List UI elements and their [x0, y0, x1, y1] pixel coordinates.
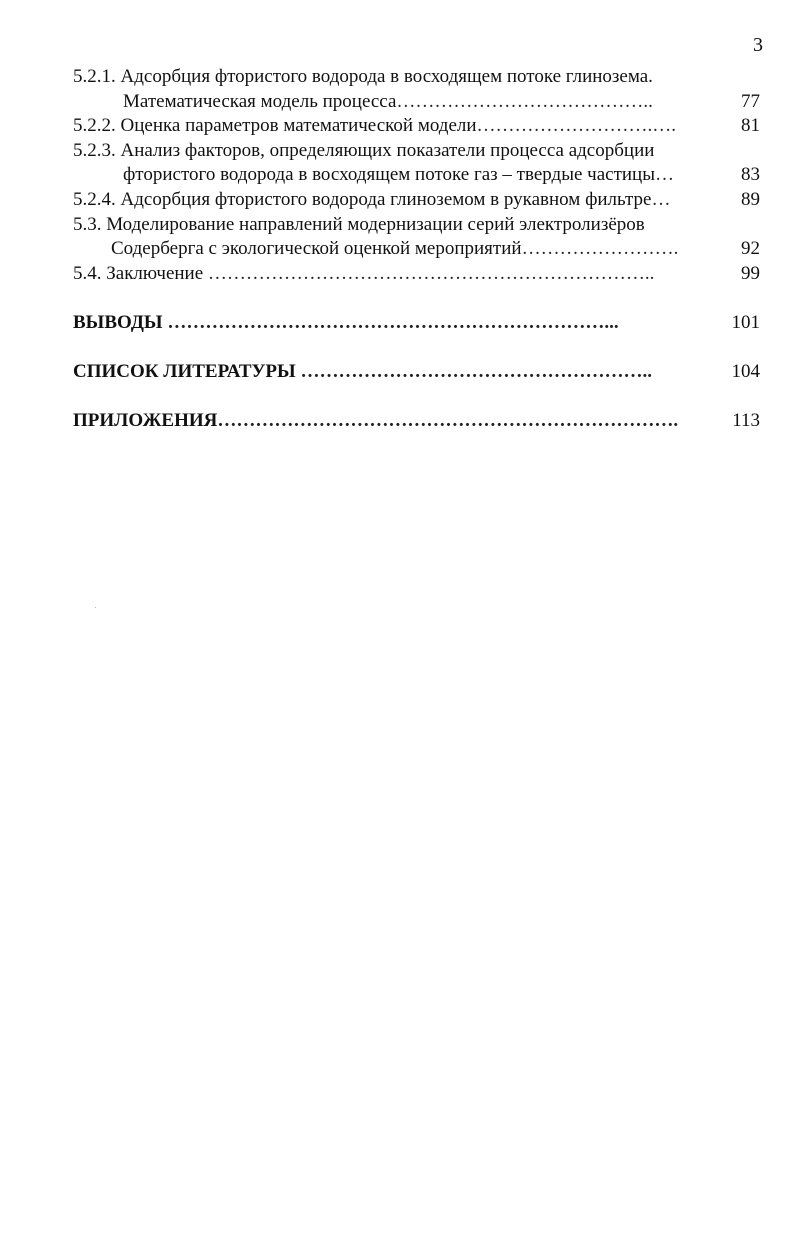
page-number: 3 — [753, 34, 763, 56]
toc-section-page: 101 — [731, 311, 760, 333]
toc-leader-dots: ……………………….…. — [476, 115, 677, 137]
toc-entry-page: 92 — [741, 238, 760, 260]
spacer — [73, 336, 765, 361]
toc-entry-page: 83 — [741, 164, 760, 186]
toc-section-appendices — [73, 409, 765, 434]
toc-entry-title: Математическая модель процесса — [123, 90, 397, 112]
toc-section-page: 113 — [732, 410, 760, 432]
toc-entry-title: 5.2.3. Анализ факторов, определяющих показатели процесса адсорбции — [73, 139, 655, 161]
toc-leader-dots: ……………………………………………………………... — [162, 311, 619, 333]
toc-entry-5-2-1-line2 — [73, 90, 765, 115]
toc-entry-title: Содерберга с экологической оценкой мероприятий — [111, 238, 522, 260]
toc-entry-5-3-line2 — [73, 237, 765, 262]
toc-section-page: 104 — [731, 361, 760, 383]
toc-entry-page: 81 — [741, 115, 760, 137]
scan-speck — [95, 607, 96, 608]
toc-entry-5-3-line1 — [73, 213, 765, 238]
spacer — [73, 286, 765, 311]
toc-entry-5-4 — [73, 262, 765, 287]
spacer — [73, 385, 765, 410]
table-of-contents — [73, 65, 765, 434]
toc-entry-title: 5.2.2. Оценка параметров математической модели — [73, 115, 477, 137]
toc-entry-title: 5.2.1. Адсорбция фтористого водорода в восходящем потоке глинозема. — [73, 66, 653, 87]
toc-entry-5-2-3-line2 — [73, 163, 765, 188]
toc-entry-title: 5.4. Заключение — [73, 262, 204, 284]
toc-section-conclusions — [73, 311, 765, 336]
toc-entry-title: фтористого водорода в восходящем потоке газ – твердые частицы — [123, 164, 655, 186]
toc-entry-title: 5.3. Моделирование направлений модернизации серий электролизёров — [73, 213, 645, 235]
toc-section-references — [73, 360, 765, 385]
toc-leader-dots: ………………………………….. — [396, 90, 653, 112]
toc-entry-5-2-1-line1 — [73, 65, 765, 90]
toc-leader-dots: ………………………………………………………………. — [217, 410, 679, 432]
toc-leader-dots: … — [651, 188, 671, 210]
toc-section-title: ПРИЛОЖЕНИЯ — [73, 410, 218, 432]
toc-entry-page: 99 — [741, 262, 760, 284]
toc-entry-5-2-3-line1 — [73, 139, 765, 164]
toc-section-title: СПИСОК ЛИТЕРАТУРЫ — [73, 361, 296, 383]
toc-entry-5-2-4 — [73, 188, 765, 213]
toc-entry-title: 5.2.4. Адсорбция фтористого водорода глиноземом в рукавном фильтре — [73, 188, 652, 210]
toc-leader-dots: …………………………………………………………….. — [203, 262, 655, 284]
toc-entry-page: 89 — [741, 188, 760, 210]
toc-leader-dots: … — [654, 164, 674, 186]
toc-leader-dots: ……………………. — [521, 238, 679, 260]
toc-leader-dots: ……………………………………………….. — [295, 361, 652, 383]
toc-section-title: ВЫВОДЫ — [73, 311, 163, 333]
toc-entry-page: 77 — [741, 90, 760, 112]
toc-entry-5-2-2 — [73, 114, 765, 139]
